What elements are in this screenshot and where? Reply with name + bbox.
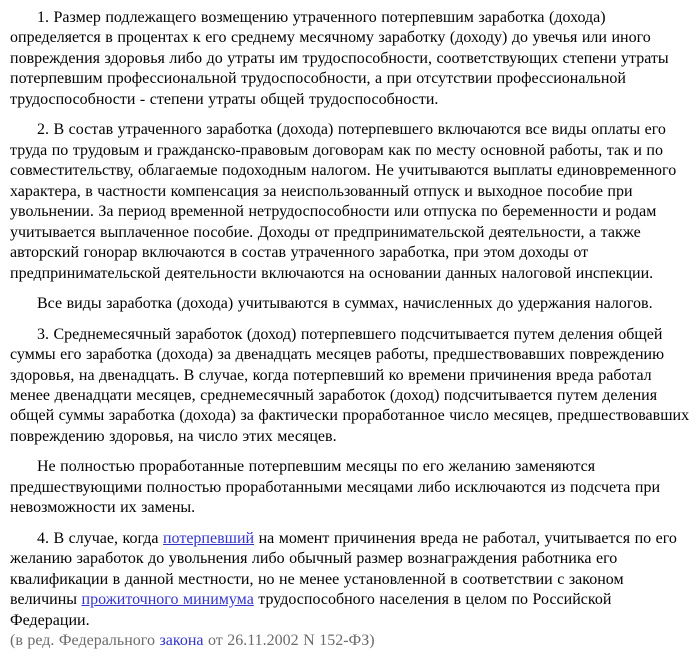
link-poterpevshii[interactable]: потерпевший [162,529,255,547]
paragraph-item-4 [10,529,690,631]
text-run: 4. В случае, когда [37,529,163,547]
text-run: 1. Размер подлежащего возмещению утраченного потерпевшим заработка (дохода) определяется в процентах к его среднему месячному заработку (доходу) до увечья или иного повреждения здоровья либо до утраты им трудоспособности, соответствующих степени утраты потерпевшим профессиональной трудоспособности, а при отсутствии профессиональной трудоспособности - степени утраты общей трудоспособности. [10,9,669,108]
paragraph-item-2 [10,120,690,284]
paragraph-item-3 [10,325,690,448]
link-prozhitochnyi-minimum[interactable]: прожиточного минимума [81,591,254,609]
text-run: на момент причинения вреда не работал, учитывается по его желанию заработок до увольнения либо обычный размер вознаграждения работника его квалификации в данной местности, но не менее установленной в соответствии с законом величины [10,529,677,609]
paragraph-item-1 [10,8,690,110]
text-run: трудоспособного населения в целом по Российской Федерации. [10,591,612,629]
paragraph-all-earnings [10,294,690,314]
text-run: Не полностью проработанные потерпевшим месяцы по его желанию заменяются предшествующими полностью проработанными месяцами либо исключаются из подсчета при невозможности их замены. [10,458,661,517]
paragraph-edit-note [10,631,690,651]
paragraph-incomplete-months [10,457,690,518]
text-run: 3. Среднемесячный заработок (доход) потерпевшего подсчитывается путем деления общей суммы его заработка (дохода) за двенадцать месяцев работы, предшествовавших повреждению здоровья, на двенадцать. В случае, когда потерпевший ко времени причинения вреда работал менее двенадцати месяцев, среднемесячный заработок (доход) подсчитывается путем деления общей суммы заработка (дохода) за фактически проработанное число месяцев, предшествовавших повреждению здоровья, на число этих месяцев. [10,325,690,445]
link-zakon-152-fz[interactable]: закона [159,632,204,650]
text-run: (в ред. Федерального [10,632,160,650]
text-run: 2. В состав утраченного заработка (дохода) потерпевшего включаются все виды оплаты его труда по трудовым и гражданско-правовым договорам как по месту основной работы, так и по совместительству, облагаемые подоходным налогом. Не учитываются выплаты единовременного характера, в частности компенсация за неиспользованный отпуск и выходное пособие при увольнении. За период временной нетрудоспособности или отпуска по беременности и родам учитывается выплаченное пособие. Доходы от предпринимательской деятельности, а также авторский гонорар включаются в состав утраченного заработка, при этом доходы от предпринимательской деятельности включаются на основании данных налоговой инспекции. [10,121,677,282]
text-run: Все виды заработка (дохода) учитываются в суммах, начисленных до удержания налогов. [37,295,653,313]
text-run: от 26.11.2002 N 152-ФЗ) [203,632,375,650]
